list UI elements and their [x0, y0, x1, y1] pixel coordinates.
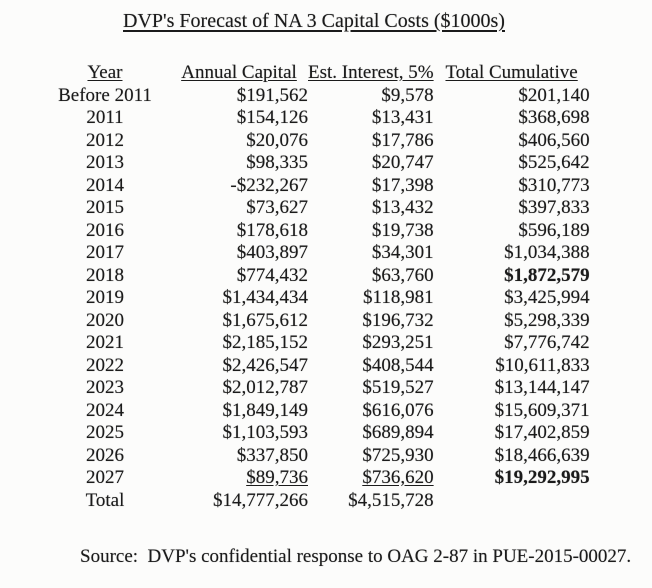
cell-est-interest: $519,527	[362, 377, 434, 398]
cell-total-cumulative: $596,189	[518, 219, 590, 241]
cell-annual-capital: $14,777,266	[213, 489, 308, 511]
cell-annual-capital: -$232,267	[230, 174, 308, 196]
cell-annual-capital: $2,426,547	[222, 354, 308, 376]
source-note: Source: DVP's confidential response to OAG 2-87 in PUE-2015-00027.	[80, 546, 632, 567]
table-row	[40, 445, 590, 468]
cell-year: 2011	[86, 107, 124, 128]
cell-est-interest: $118,981	[363, 287, 434, 308]
cell-annual-capital: $774,432	[236, 264, 308, 286]
table-row	[40, 265, 590, 288]
table-row	[40, 490, 590, 513]
cell-total-cumulative: $406,560	[518, 129, 590, 151]
cell-est-interest: $293,251	[362, 332, 434, 353]
cell-annual-capital: $73,627	[246, 197, 308, 218]
table-row	[40, 130, 590, 153]
cell-est-interest: $17,398	[371, 174, 434, 196]
cell-year: 2025	[86, 422, 124, 443]
cell-est-interest: $63,760	[371, 264, 434, 286]
table-row	[40, 332, 590, 355]
cell-total-cumulative: $3,425,994	[504, 287, 590, 308]
cell-total-cumulative: $201,140	[518, 84, 590, 106]
cell-year: 2023	[86, 377, 124, 398]
cell-est-interest: $4,515,728	[348, 489, 434, 511]
cell-annual-capital: $154,126	[236, 107, 308, 128]
table-row	[40, 197, 590, 220]
cell-total-cumulative	[434, 490, 590, 513]
cell-annual-capital: $20,076	[246, 129, 308, 151]
cell-year: 2019	[86, 287, 124, 308]
cell-annual-capital: $89,736	[246, 467, 308, 488]
cell-est-interest: $34,301	[371, 242, 434, 263]
cell-year: 2018	[86, 264, 124, 286]
column-header-annual-capital: Annual Capital	[181, 62, 297, 83]
cell-year: 2013	[86, 152, 124, 173]
cell-total-cumulative: $310,773	[518, 174, 590, 196]
table-row	[40, 400, 590, 423]
cell-total-cumulative: $5,298,339	[504, 309, 590, 331]
table-row	[40, 422, 590, 445]
cell-est-interest: $9,578	[381, 84, 434, 106]
column-header-est-interest: Est. Interest, 5%	[308, 62, 434, 83]
cell-year: 2022	[86, 354, 124, 376]
cell-year: Total	[85, 489, 125, 511]
cell-year: Before 2011	[58, 84, 152, 106]
cell-annual-capital: $191,562	[236, 84, 308, 106]
table-row	[40, 355, 590, 378]
cell-est-interest: $725,930	[362, 444, 434, 466]
cell-est-interest: $20,747	[371, 152, 434, 173]
cell-total-cumulative: $13,144,147	[494, 377, 590, 398]
cell-annual-capital: $178,618	[236, 219, 308, 241]
column-header-year: Year	[87, 62, 123, 83]
cell-year: 2014	[86, 174, 124, 196]
cell-year: 2027	[86, 467, 124, 488]
cell-annual-capital: $98,335	[246, 152, 308, 173]
cell-annual-capital: $1,675,612	[222, 309, 308, 331]
cell-total-cumulative: $1,034,388	[504, 242, 590, 263]
table-row	[40, 175, 590, 198]
cell-annual-capital: $2,185,152	[222, 332, 308, 353]
table-header-row	[40, 62, 590, 85]
cell-total-cumulative: $397,833	[518, 197, 590, 218]
cell-est-interest: $17,786	[371, 129, 434, 151]
cell-est-interest: $19,738	[371, 219, 434, 241]
cell-year: 2015	[86, 197, 124, 218]
cell-year: 2016	[86, 219, 124, 241]
cell-year: 2012	[86, 129, 124, 151]
table-row	[40, 85, 590, 108]
cell-year: 2017	[86, 242, 124, 263]
table-row	[40, 287, 590, 310]
cell-est-interest: $13,432	[371, 197, 434, 218]
page-title: DVP's Forecast of NA 3 Capital Costs ($1000s)	[123, 10, 505, 32]
table-row	[40, 310, 590, 333]
cell-annual-capital: $1,849,149	[222, 399, 308, 421]
cell-est-interest: $689,894	[362, 422, 434, 443]
cell-total-cumulative: $368,698	[518, 107, 590, 128]
table-row	[40, 242, 590, 265]
cell-total-cumulative: $1,872,579	[504, 264, 590, 286]
cell-total-cumulative: $19,292,995	[494, 467, 590, 488]
cell-annual-capital: $1,434,434	[222, 287, 308, 308]
cell-annual-capital: $337,850	[236, 444, 308, 466]
table-row	[40, 377, 590, 400]
cell-annual-capital: $1,103,593	[222, 422, 308, 443]
cell-total-cumulative: $10,611,833	[495, 354, 590, 376]
cell-total-cumulative: $7,776,742	[504, 332, 590, 353]
cell-year: 2020	[86, 309, 124, 331]
cell-annual-capital: $2,012,787	[222, 377, 308, 398]
column-header-total-cumulative: Total Cumulative	[445, 62, 578, 83]
capital-costs-table	[40, 62, 590, 512]
cell-est-interest: $196,732	[362, 309, 434, 331]
cell-total-cumulative: $17,402,859	[494, 422, 590, 443]
table-row	[40, 220, 590, 243]
cell-est-interest: $736,620	[362, 467, 434, 488]
cell-year: 2026	[86, 444, 124, 466]
cell-total-cumulative: $15,609,371	[494, 399, 590, 421]
table-row	[40, 152, 590, 175]
table-row	[40, 107, 590, 130]
cell-annual-capital: $403,897	[236, 242, 308, 263]
cell-total-cumulative: $525,642	[518, 152, 590, 173]
cell-est-interest: $616,076	[362, 399, 434, 421]
table-row	[40, 467, 590, 490]
cell-est-interest: $13,431	[371, 107, 434, 128]
cell-total-cumulative: $18,466,639	[494, 444, 590, 466]
cell-year: 2024	[86, 399, 124, 421]
cell-est-interest: $408,544	[362, 354, 434, 376]
cell-year: 2021	[86, 332, 124, 353]
